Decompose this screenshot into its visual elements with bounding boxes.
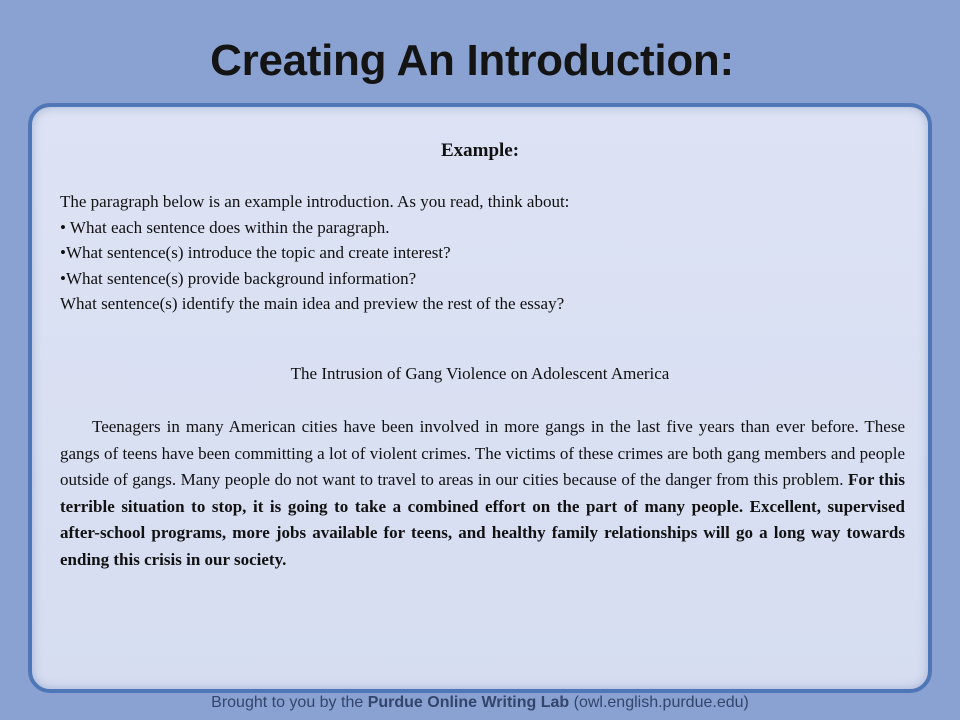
footer-suffix: (owl.english.purdue.edu) xyxy=(569,694,749,711)
instruction-item: • What each sentence does within the paragraph. xyxy=(60,217,390,237)
example-heading: Example: xyxy=(440,140,520,161)
instruction-item: What sentence(s) identify the main idea and preview the rest of the essay? xyxy=(60,294,565,313)
instruction-item: •What sentence(s) provide background information? xyxy=(60,268,417,288)
essay-paragraph xyxy=(60,414,905,573)
slide-title: Creating An Introduction: xyxy=(210,36,734,85)
thesis-statement: For this terrible situation to stop, it is going to take a combined effort on the part of many people. Excellent, supervised after-school programs, more jobs available for teens, and healthy family relationships will go a long way towards ending this crisis in our society. xyxy=(60,470,906,569)
essay-title: The Intrusion of Gang Violence on Adolescent America xyxy=(290,364,670,383)
instruction-item: •What sentence(s) introduce the topic and create interest? xyxy=(60,243,451,262)
instructions-list xyxy=(60,189,910,317)
content-panel xyxy=(28,103,932,693)
essay-body-text: Teenagers in many American cities have been involved in more gangs in the last five years than ever before. These gangs of teens have been committing a lot of violent crimes. The victims of these crimes are both gang members and people outside of gangs. Many people do not want to travel to areas in our cities because of the danger from this problem. xyxy=(60,417,905,489)
footer-prefix: Brought to you by the xyxy=(211,694,368,711)
instruction-intro: The paragraph below is an example introduction. As you read, think about: xyxy=(60,192,570,211)
footer-credit xyxy=(0,694,960,712)
footer-org: Purdue Online Writing Lab xyxy=(367,694,570,711)
